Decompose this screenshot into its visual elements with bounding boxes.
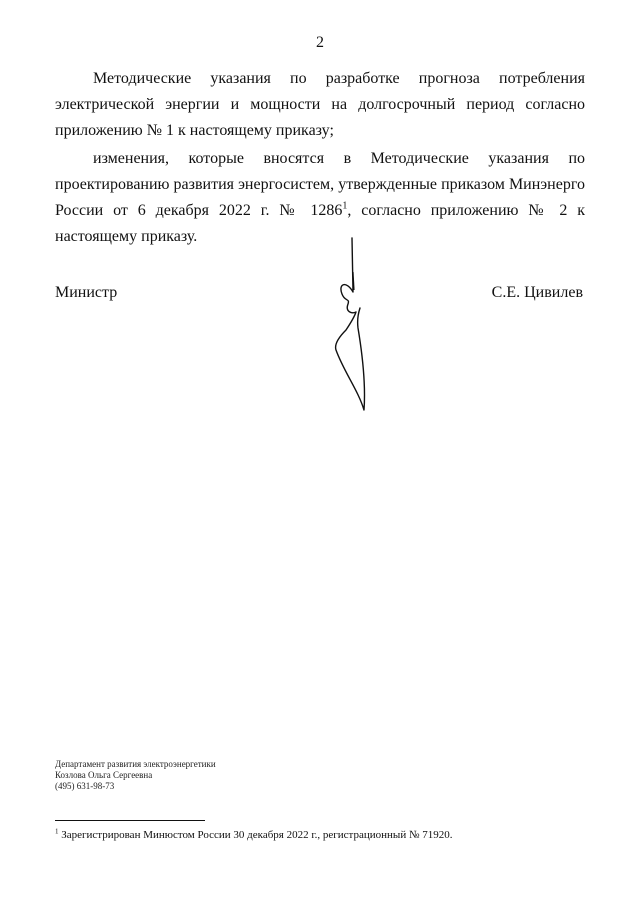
footnote xyxy=(55,829,452,841)
footnote-marker: 1 xyxy=(55,827,59,836)
paragraph-text: , согласно приложению № 2 к настоящему приказу. xyxy=(55,202,586,245)
contact-phone: (495) 631-98-73 xyxy=(55,781,115,791)
page-number: 2 xyxy=(316,34,324,51)
paragraph-text: Методические указания по разработке прогноза потребления электрической энергии и мощности на долгосрочный период согласно приложению № 1 к настоящему приказу; xyxy=(55,70,585,139)
paragraph-methodical-guidelines xyxy=(55,66,585,144)
handwritten-signature xyxy=(318,232,388,422)
contact-name: Козлова Ольга Сергеевна xyxy=(55,770,153,780)
department-info xyxy=(55,759,216,792)
footnote-reference: 1 xyxy=(342,200,348,212)
signatory-name: С.Е. Цивилев xyxy=(491,284,583,301)
footnote-divider xyxy=(55,820,205,821)
department-name: Департамент развития электроэнергетики xyxy=(55,759,216,769)
signatory-title: Министр xyxy=(55,284,118,301)
footnote-text: Зарегистрирован Минюстом России 30 декабря 2022 г., регистрационный № 71920. xyxy=(58,829,453,841)
paragraph-text: изменения, которые вносятся в Методические указания по проектированию развития энергосистем, утвержденные приказом Минэнерго России от 6 декабря 2022 г. № 1286 xyxy=(55,150,585,219)
